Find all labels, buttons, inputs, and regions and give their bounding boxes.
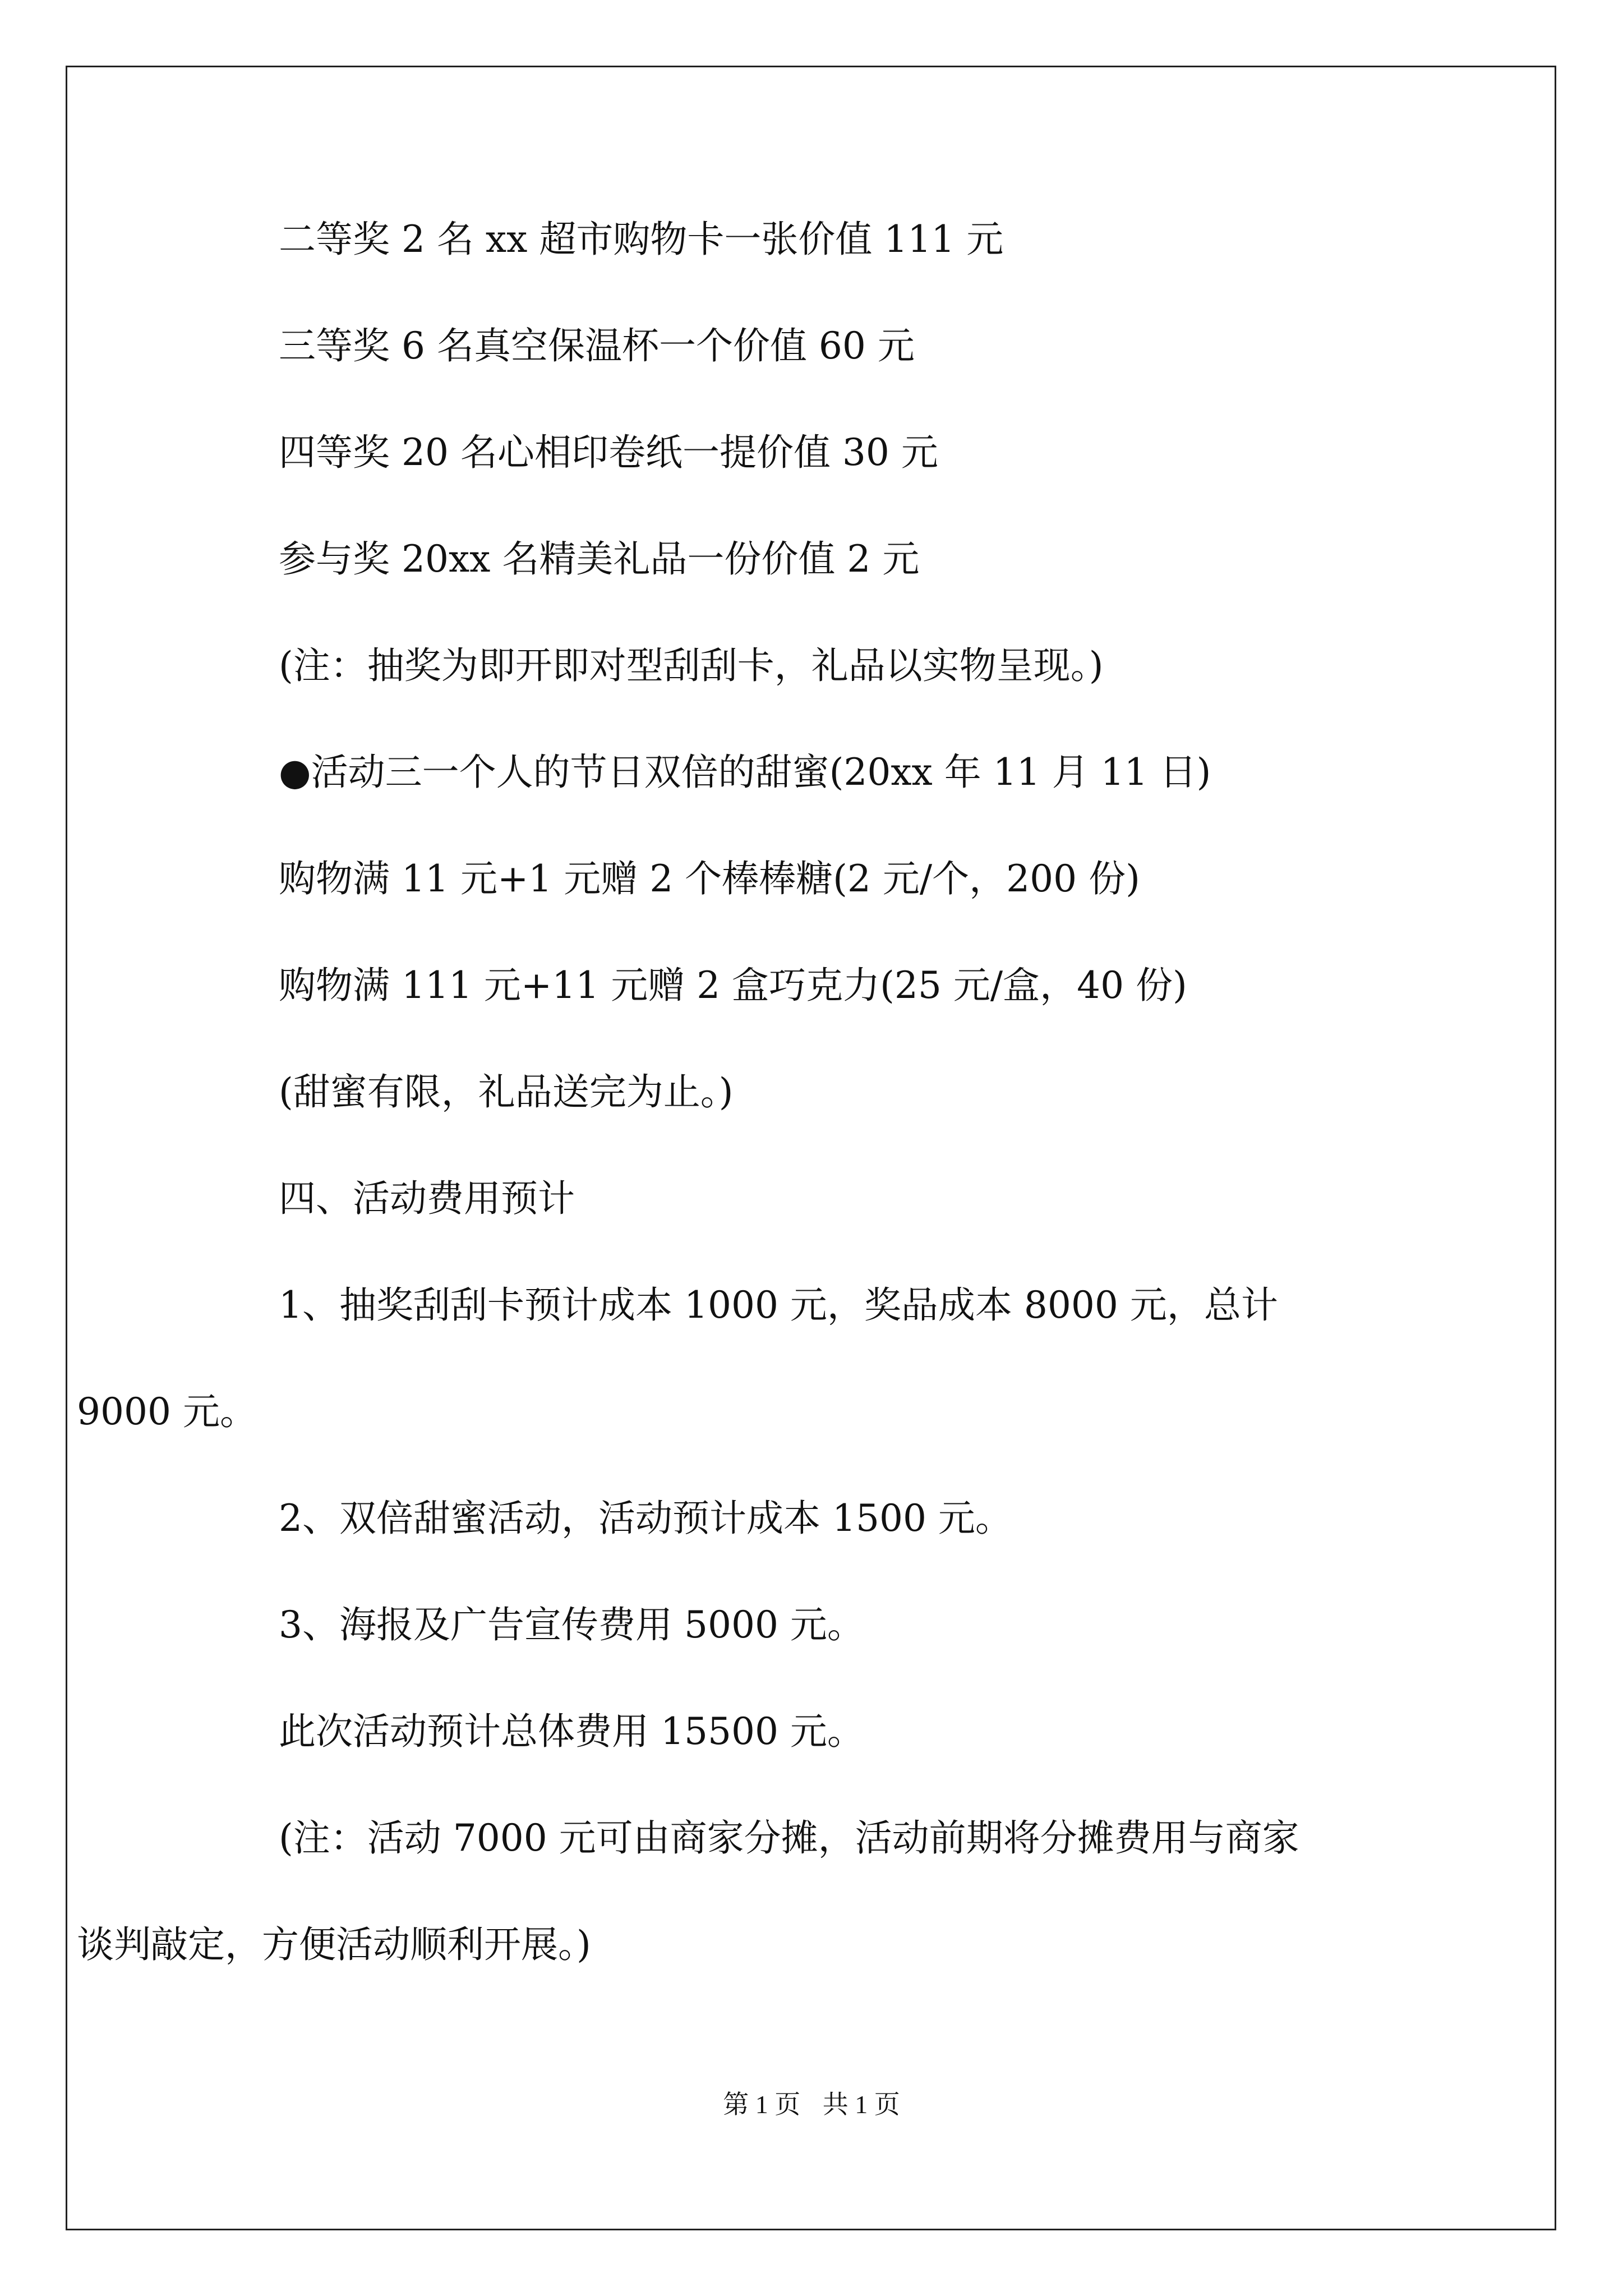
page-footer <box>0 2084 1623 2121</box>
paragraph-cost-share-note: (注：活动 7000 元可由商家分摊，活动前期将分摊费用与商家谈判敲定，方便活动顺利开展。) <box>77 1816 1299 1966</box>
page-number: 第 1 页 <box>723 2090 801 2119</box>
paragraph-cost-sweet: 2、双倍甜蜜活动，活动预计成本 1500 元。 <box>279 1497 1012 1540</box>
paragraph-fourth-prize: 四等奖 20 名心相印卷纸一提价值 30 元 <box>279 431 938 474</box>
page-total: 共 1 页 <box>822 2090 900 2119</box>
paragraph-lottery-note: (注：抽奖为即开即对型刮刮卡，礼品以实物呈现。) <box>279 644 1104 687</box>
paragraph-total-cost: 此次活动预计总体费用 15500 元。 <box>279 1710 864 1753</box>
paragraph-cost-ads: 3、海报及广告宣传费用 5000 元。 <box>279 1603 864 1646</box>
paragraph-second-prize: 二等奖 2 名 xx 超市购物卡一张价值 111 元 <box>279 218 1004 261</box>
paragraph-participation-prize: 参与奖 20xx 名精美礼品一份价值 2 元 <box>279 537 920 581</box>
paragraph-activity-three: ●活动三一个人的节日双倍的甜蜜(20xx 年 11 月 11 日) <box>279 751 1211 794</box>
paragraph-third-prize: 三等奖 6 名真空保温杯一个价值 60 元 <box>279 324 915 367</box>
paragraph-lollipop-offer: 购物满 11 元+1 元赠 2 个棒棒糖(2 元/个，200 份) <box>279 857 1140 900</box>
paragraph-chocolate-offer: 购物满 111 元+11 元赠 2 盒巧克力(25 元/盒，40 份) <box>279 964 1187 1007</box>
paragraph-cost-lottery: 1、抽奖刮刮卡预计成本 1000 元，奖品成本 8000 元，总计 9000 元。 <box>77 1283 1278 1433</box>
section-heading-costs: 四、活动费用预计 <box>279 1177 575 1220</box>
paragraph-sweet-note: (甜蜜有限，礼品送完为止。) <box>279 1070 734 1114</box>
document-body <box>77 213 1434 2025</box>
